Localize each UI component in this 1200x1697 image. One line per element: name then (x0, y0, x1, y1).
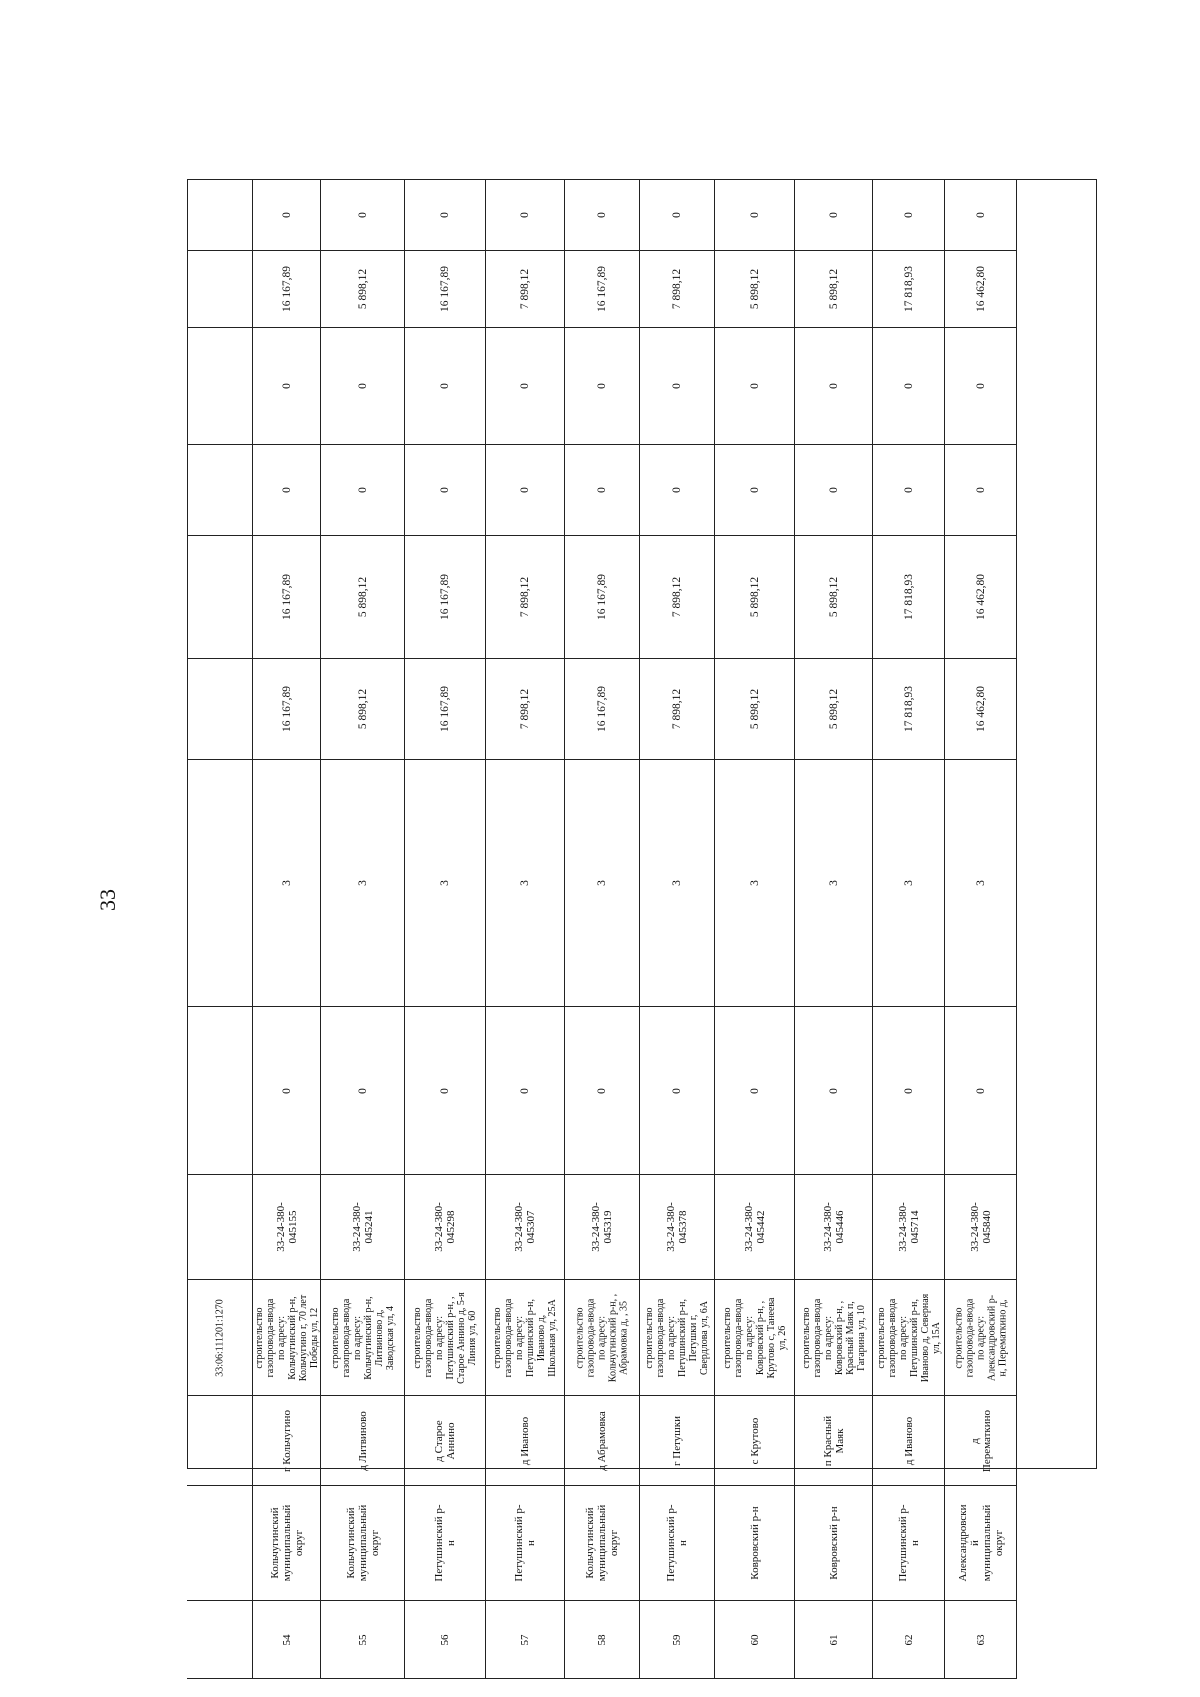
header-cell-value-3 (187, 659, 253, 760)
object-description-text: строительство газопровода-ввода по адресу: Александровский р- н, Перематкино д, (953, 1294, 1008, 1381)
value-3-text: 5 898,12 (356, 688, 369, 730)
value-7-text: 5 898,12 (827, 268, 840, 310)
table-cell-value-2 (253, 760, 321, 1007)
table-cell-value-5 (253, 445, 321, 536)
table-cell-value-4 (873, 536, 945, 659)
table-cell-value-8 (486, 179, 565, 251)
table-cell-value-3 (253, 659, 321, 760)
table-cell-locality (715, 1396, 795, 1486)
table-cell-row-number (945, 1601, 1017, 1679)
value-2-text: 3 (974, 880, 987, 886)
table-cell-value-2 (321, 760, 405, 1007)
table-cell-value-3 (565, 659, 640, 760)
table-cell-value-4 (405, 536, 486, 659)
table-cell-value-8 (321, 179, 405, 251)
table-cell-row-number (795, 1601, 873, 1679)
locality-text: д Иваново (519, 1416, 531, 1465)
value-1-text: 0 (356, 1087, 369, 1094)
table-cell-object-description (945, 1280, 1017, 1396)
locality-text: п Красный Маяк (821, 1415, 846, 1466)
cadastral-number-text: 33-24-380- 045378 (665, 1202, 689, 1252)
table-cell-object-description (253, 1280, 321, 1396)
table-cell-row-number (715, 1601, 795, 1679)
value-2-text: 3 (439, 880, 451, 886)
district-text: Кольчугинский муниципальный округ (268, 1504, 305, 1582)
table-cell-value-6 (486, 328, 565, 445)
table-cell-cadastral-number (321, 1175, 405, 1280)
value-6-text: 0 (827, 383, 840, 389)
value-5-text: 0 (280, 487, 293, 493)
table-cell-value-5 (715, 445, 795, 536)
table-cell-locality (321, 1396, 405, 1486)
table-cell-object-description (405, 1280, 486, 1396)
table-cell-value-5 (565, 445, 640, 536)
table-cell-value-1 (640, 1007, 715, 1175)
cadastral-number-text: 33-24-380- 045241 (350, 1202, 375, 1252)
value-4-text: 16 462,80 (974, 574, 987, 620)
row-number-text: 63 (974, 1634, 987, 1645)
cadastral-number-text: 33-24-380- 045446 (821, 1202, 846, 1252)
value-8-text: 0 (974, 211, 987, 218)
table-cell-cadastral-number (405, 1175, 486, 1280)
header-cell-value-2 (187, 760, 253, 1007)
table-cell-row-number (640, 1601, 715, 1679)
value-1-text: 0 (974, 1087, 987, 1094)
value-7-text: 16 167,89 (439, 266, 451, 312)
table-cell-district (873, 1486, 945, 1601)
locality-text: д Иваново (902, 1416, 915, 1465)
header-cell-locality (187, 1396, 253, 1486)
table-cell-row-number (565, 1601, 640, 1679)
table-cell-value-7 (715, 251, 795, 328)
table-cell-value-7 (873, 251, 945, 328)
value-7-text: 16 167,89 (280, 266, 293, 312)
row-number-text: 56 (439, 1634, 451, 1645)
header-cell-row-number (187, 1601, 253, 1679)
table-cell-district (565, 1486, 640, 1601)
district-text: Петушинский р- н (896, 1504, 921, 1582)
value-5-text: 0 (902, 487, 915, 493)
locality-text: д Перематкино (968, 1409, 993, 1472)
row-number-text: 60 (748, 1634, 761, 1645)
table-cell-value-6 (873, 328, 945, 445)
table-cell-row-number (873, 1601, 945, 1679)
value-5-text: 0 (974, 487, 987, 493)
table-cell-value-4 (945, 536, 1017, 659)
table-cell-cadastral-number (795, 1175, 873, 1280)
table-cell-value-3 (873, 659, 945, 760)
table-cell-value-1 (253, 1007, 321, 1175)
object-description-text: строительство газопровода-ввода по адресу: Ковровский р-н, , Красный Маяк п, Гагарина ул, 10 (800, 1298, 867, 1377)
table-cell-value-1 (565, 1007, 640, 1175)
table-cell-value-1 (715, 1007, 795, 1175)
value-2-text: 3 (356, 880, 369, 886)
value-2-text: 3 (519, 880, 531, 886)
value-1-text: 0 (827, 1087, 840, 1094)
value-1-text: 0 (748, 1087, 761, 1094)
district-text: Петушинский р- н (665, 1504, 689, 1582)
table-cell-row-number (486, 1601, 565, 1679)
table-cell-locality (565, 1396, 640, 1486)
table-cell-district (405, 1486, 486, 1601)
value-8-text: 0 (748, 211, 761, 218)
table-cell-locality (405, 1396, 486, 1486)
header-cell-value-7 (187, 251, 253, 328)
table-cell-value-8 (945, 179, 1017, 251)
locality-text: г Кольчугино (280, 1409, 293, 1472)
value-4-text: 16 167,89 (596, 574, 608, 620)
value-3-text: 16 167,89 (280, 686, 293, 732)
table-cell-district (945, 1486, 1017, 1601)
value-5-text: 0 (439, 487, 451, 493)
table-cell-value-3 (795, 659, 873, 760)
table-cell-value-3 (640, 659, 715, 760)
value-8-text: 0 (827, 211, 840, 218)
table-cell-value-5 (405, 445, 486, 536)
value-2-text: 3 (748, 880, 761, 886)
table-cell-value-3 (715, 659, 795, 760)
value-6-text: 0 (280, 383, 293, 389)
table-cell-value-8 (715, 179, 795, 251)
table-cell-value-1 (405, 1007, 486, 1175)
table-cell-value-5 (873, 445, 945, 536)
value-4-text: 16 167,89 (439, 574, 451, 620)
table-cell-value-2 (486, 760, 565, 1007)
value-3-text: 5 898,12 (827, 688, 840, 730)
table-cell-row-number (405, 1601, 486, 1679)
value-8-text: 0 (519, 211, 531, 218)
value-6-text: 0 (439, 383, 451, 389)
table-cell-value-5 (795, 445, 873, 536)
table-cell-value-2 (795, 760, 873, 1007)
table-cell-value-1 (873, 1007, 945, 1175)
cadastral-number-text: 33-24-380- 045319 (590, 1202, 614, 1252)
table-cell-value-7 (321, 251, 405, 328)
value-3-text: 17 818,93 (902, 686, 915, 732)
cadastral-number-text: 33-24-380- 045307 (513, 1202, 537, 1252)
object-description-text: строительство газопровода-ввода по адресу: Петушинский р-н, , Старое Аннино д, 5-я Линия ул, 60 (412, 1291, 478, 1384)
value-1-text: 0 (519, 1087, 531, 1094)
value-1-text: 0 (439, 1087, 451, 1094)
value-1-text: 0 (280, 1087, 293, 1094)
district-text: Кольчугинский муниципальный округ (584, 1504, 620, 1582)
table-cell-value-6 (795, 328, 873, 445)
table-cell-district (253, 1486, 321, 1601)
table-cell-object-description (873, 1280, 945, 1396)
value-2-text: 3 (902, 880, 915, 886)
value-3-text: 16 462,80 (974, 686, 987, 732)
table-cell-locality (640, 1396, 715, 1486)
table-cell-value-5 (321, 445, 405, 536)
value-6-text: 0 (902, 383, 915, 389)
object-description-text: строительство газопровода-ввода по адресу: Кольчугинский р-н, , Абрамовка д, , 35 (574, 1293, 630, 1382)
table-cell-value-7 (565, 251, 640, 328)
value-7-text: 16 167,89 (596, 266, 608, 312)
header-cell-object-description (187, 1280, 253, 1396)
value-8-text: 0 (356, 211, 369, 218)
district-text: Петушинский р- н (513, 1504, 537, 1582)
value-8-text: 0 (596, 211, 608, 218)
table-cell-district (795, 1486, 873, 1601)
district-text: Ковровский р-н (748, 1506, 761, 1580)
locality-text: д Старое Аннино (433, 1419, 457, 1462)
table-cell-value-2 (873, 760, 945, 1007)
table-cell-locality (873, 1396, 945, 1486)
table-cell-value-7 (795, 251, 873, 328)
cadastral-number-text: 33-24-380- 045155 (274, 1202, 299, 1252)
table-cell-value-2 (405, 760, 486, 1007)
table-cell-value-6 (945, 328, 1017, 445)
value-8-text: 0 (439, 211, 451, 218)
table-cell-value-8 (640, 179, 715, 251)
table-cell-value-3 (405, 659, 486, 760)
row-number-text: 54 (280, 1634, 293, 1645)
header-cell-value-4 (187, 536, 253, 659)
row-number-text: 59 (671, 1634, 683, 1645)
value-5-text: 0 (671, 487, 683, 493)
value-4-text: 5 898,12 (356, 576, 369, 618)
table-cell-value-3 (945, 659, 1017, 760)
value-5-text: 0 (827, 487, 840, 493)
table-cell-cadastral-number (640, 1175, 715, 1280)
table-cell-value-2 (715, 760, 795, 1007)
table-cell-cadastral-number (565, 1175, 640, 1280)
row-number-text: 58 (596, 1634, 608, 1645)
table-cell-object-description (321, 1280, 405, 1396)
row-number-text: 57 (519, 1634, 531, 1645)
table-cell-row-number (321, 1601, 405, 1679)
object-description-text: строительство газопровода-ввода по адресу: Кольчугинский р-н, Кольчугино г, 70 лет Победы ул, 12 (253, 1294, 320, 1381)
value-4-text: 7 898,12 (671, 576, 683, 618)
table-cell-value-2 (945, 760, 1017, 1007)
table-cell-value-1 (795, 1007, 873, 1175)
table-cell-value-4 (715, 536, 795, 659)
header-cell-value-5 (187, 445, 253, 536)
table-cell-district (321, 1486, 405, 1601)
table-cell-object-description (715, 1280, 795, 1396)
table-cell-value-2 (640, 760, 715, 1007)
value-7-text: 5 898,12 (748, 268, 761, 310)
value-6-text: 0 (519, 383, 531, 389)
value-5-text: 0 (596, 487, 608, 493)
table-cell-value-7 (405, 251, 486, 328)
table-cell-locality (945, 1396, 1017, 1486)
value-4-text: 17 818,93 (902, 574, 915, 620)
table-cell-value-8 (565, 179, 640, 251)
value-6-text: 0 (596, 383, 608, 389)
value-3-text: 5 898,12 (748, 688, 761, 730)
table-cell-value-4 (486, 536, 565, 659)
district-text: Кольчугинский муниципальный округ (344, 1504, 381, 1582)
district-text: Петушинский р- н (433, 1504, 457, 1582)
table-cell-locality (795, 1396, 873, 1486)
table-cell-district (715, 1486, 795, 1601)
value-5-text: 0 (356, 487, 369, 493)
value-6-text: 0 (974, 383, 987, 389)
cadastral-number-text: 33-24-380- 045442 (742, 1202, 767, 1252)
table-cell-value-7 (253, 251, 321, 328)
value-3-text: 16 167,89 (439, 686, 451, 732)
value-1-text: 0 (596, 1087, 608, 1094)
document-table (187, 179, 1097, 1645)
table-cell-value-2 (565, 760, 640, 1007)
object-description-text: строительство газопровода-ввода по адресу: Кольчугинский р-н, Литвиново д, Заводская ул, 4 (329, 1295, 396, 1380)
value-3-text: 7 898,12 (671, 688, 683, 730)
value-7-text: 5 898,12 (356, 268, 369, 310)
table-cell-value-6 (253, 328, 321, 445)
table-cell-value-5 (640, 445, 715, 536)
value-7-text: 17 818,93 (902, 266, 915, 312)
value-4-text: 5 898,12 (748, 576, 761, 618)
locality-text: с Крутово (748, 1417, 761, 1464)
table-cell-object-description (795, 1280, 873, 1396)
table-cell-value-6 (640, 328, 715, 445)
table-cell-value-7 (640, 251, 715, 328)
cadastral-number-text: 33-24-380- 045298 (433, 1202, 457, 1252)
table-cell-value-4 (565, 536, 640, 659)
table-cell-object-description (486, 1280, 565, 1396)
value-8-text: 0 (902, 211, 915, 218)
row-number-text: 61 (827, 1634, 840, 1645)
table-cell-cadastral-number (873, 1175, 945, 1280)
table-cell-value-1 (486, 1007, 565, 1175)
table-cell-value-8 (253, 179, 321, 251)
value-6-text: 0 (748, 383, 761, 389)
locality-text: д Абрамовка (596, 1410, 608, 1471)
table-cell-value-5 (945, 445, 1017, 536)
value-3-text: 16 167,89 (596, 686, 608, 732)
table-cell-locality (486, 1396, 565, 1486)
value-8-text: 0 (280, 211, 293, 218)
table-cell-value-1 (321, 1007, 405, 1175)
table-cell-locality (253, 1396, 321, 1486)
row-number-text: 62 (902, 1634, 915, 1645)
cadastral-number-text: 33-24-380- 045840 (968, 1202, 993, 1252)
table-cell-value-3 (321, 659, 405, 760)
row-number-text: 55 (356, 1634, 369, 1645)
cadastral-number-text: 33-24-380- 045714 (896, 1202, 921, 1252)
table-cell-value-3 (486, 659, 565, 760)
table-cell-value-6 (565, 328, 640, 445)
header-cell-cadastral-number (187, 1175, 253, 1280)
value-4-text: 5 898,12 (827, 576, 840, 618)
table-cell-value-6 (321, 328, 405, 445)
value-2-text: 3 (827, 880, 840, 886)
object-description-text: строительство газопровода-ввода по адресу: Петушинский р-н, Иваново д, Школьная ул, 25А (492, 1298, 558, 1377)
value-1-text: 0 (671, 1087, 683, 1094)
table-cell-value-1 (945, 1007, 1017, 1175)
table-cell-cadastral-number (486, 1175, 565, 1280)
table-cell-value-5 (486, 445, 565, 536)
table-cell-value-4 (253, 536, 321, 659)
value-5-text: 0 (519, 487, 531, 493)
value-6-text: 0 (356, 383, 369, 389)
table-cell-value-4 (321, 536, 405, 659)
table-cell-value-8 (873, 179, 945, 251)
table-cell-value-6 (405, 328, 486, 445)
value-3-text: 7 898,12 (519, 688, 531, 730)
object-description-text: строительство газопровода-ввода по адресу: Ковровский р-н, , Крутово с, Танеева ул, 26 (721, 1297, 788, 1378)
table-cell-value-7 (486, 251, 565, 328)
district-text: Александровски й муниципальный округ (956, 1504, 1005, 1582)
value-4-text: 16 167,89 (280, 574, 293, 620)
table-cell-value-4 (640, 536, 715, 659)
table-cell-cadastral-number (715, 1175, 795, 1280)
value-7-text: 7 898,12 (519, 268, 531, 310)
table-cell-value-4 (795, 536, 873, 659)
value-7-text: 7 898,12 (671, 268, 683, 310)
table-cell-value-8 (405, 179, 486, 251)
locality-text: г Петушки (671, 1415, 683, 1466)
page-number: 33 (95, 889, 120, 911)
table-cell-object-description (640, 1280, 715, 1396)
table-cell-object-description (565, 1280, 640, 1396)
value-5-text: 0 (748, 487, 761, 493)
table-cell-value-6 (715, 328, 795, 445)
locality-text: д Литвиново (356, 1410, 369, 1471)
object-description-text: строительство газопровода-ввода по адресу: Петушинский р-н, Петушки г, Свердлова ул, 6А (644, 1298, 710, 1377)
table-cell-district (486, 1486, 565, 1601)
value-2-text: 3 (671, 880, 683, 886)
object-description-text: строительство газопровода-ввода по адресу: Петушинский р-н, Иваново д, Северная ул, 15А (875, 1293, 942, 1382)
district-text: Ковровский р-н (827, 1506, 840, 1580)
value-7-text: 16 462,80 (974, 266, 987, 312)
header-cell-district (187, 1486, 253, 1601)
table-cell-value-8 (795, 179, 873, 251)
table-cell-cadastral-number (945, 1175, 1017, 1280)
header-cell-value-6 (187, 328, 253, 445)
table-cell-cadastral-number (253, 1175, 321, 1280)
value-8-text: 0 (671, 211, 683, 218)
header-cell-value-1 (187, 1007, 253, 1175)
table-cell-district (640, 1486, 715, 1601)
header-cell-value-8 (187, 179, 253, 251)
value-4-text: 7 898,12 (519, 576, 531, 618)
value-6-text: 0 (671, 383, 683, 389)
header-cell-text: 33:06:111201:1270 (214, 1298, 225, 1377)
value-2-text: 3 (596, 880, 608, 886)
value-1-text: 0 (902, 1087, 915, 1094)
table-cell-row-number (253, 1601, 321, 1679)
table-cell-value-7 (945, 251, 1017, 328)
value-2-text: 3 (280, 880, 293, 886)
